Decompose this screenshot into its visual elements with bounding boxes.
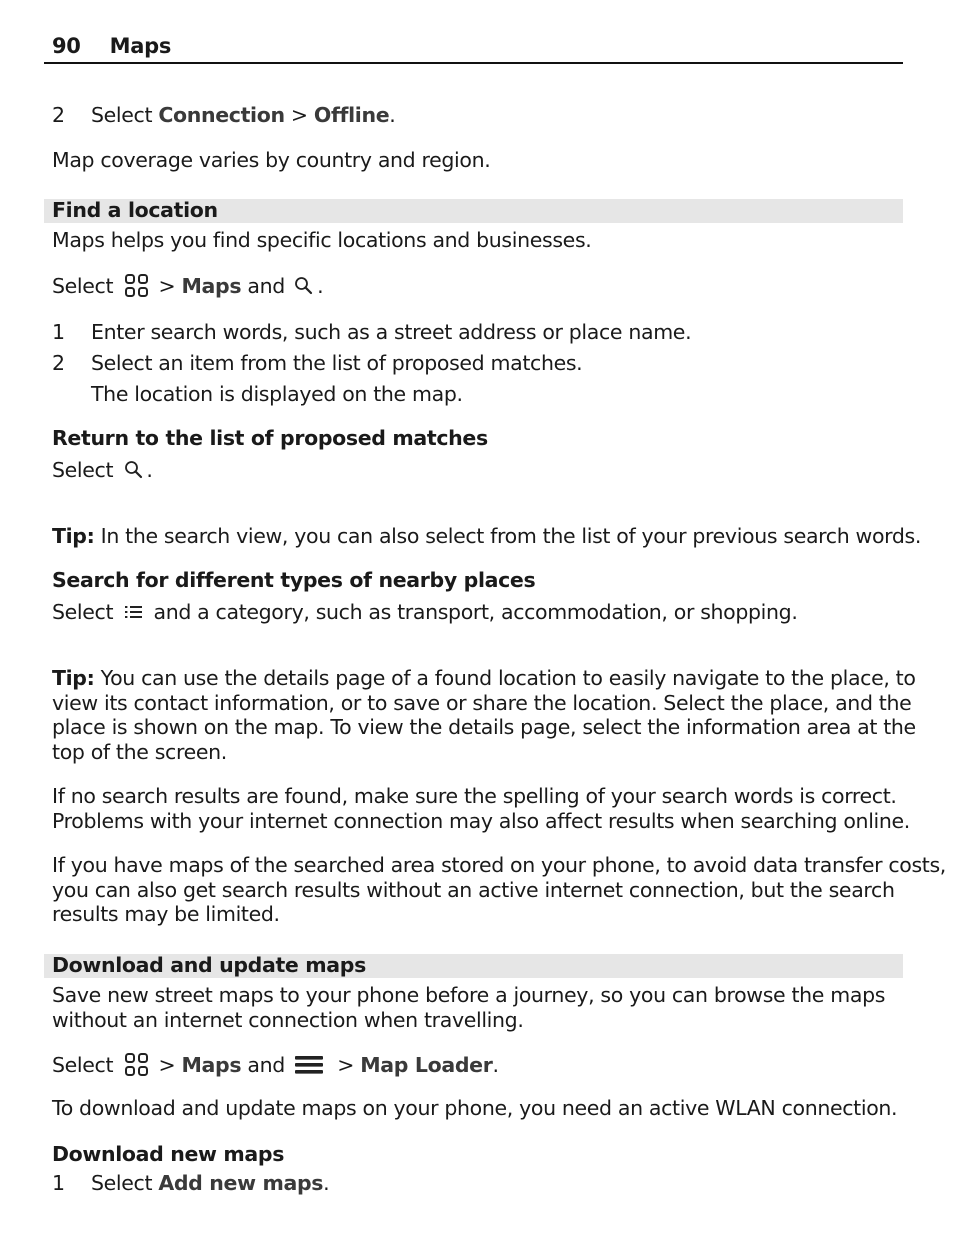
tip-previous-searches [52,524,921,549]
maps-link: Maps [181,274,242,298]
download-intro [52,983,885,1032]
step-connection-offline [91,103,395,128]
step-number: 2 [52,103,65,127]
select-word: Select [91,103,153,127]
offline-maps-paragraph [52,853,946,927]
connection-link: Connection [158,103,285,127]
punct: . [389,103,396,127]
select-word: Select [52,274,114,298]
map-loader-link: Map Loader [360,1053,493,1077]
no-results-paragraph [52,784,910,833]
tip-label: Tip: [52,666,95,690]
punct: . [317,274,324,298]
paragraph-line: If you have maps of the searched area stored on your phone, to avoid data transfer costs, [52,853,946,877]
tip-line: top of the screen. [52,739,227,764]
heading-text: Download and update maps [52,953,366,977]
paragraph-line: results may be limited. [52,902,280,926]
subheading-return: Return to the list of proposed matches [52,426,488,450]
tip-text: In the search view, you can also select from the list of your previous search words. [94,524,922,548]
step-enter-search: Enter search words, such as a street address or place name. [91,320,692,344]
select-word: Select [52,458,114,482]
magnifier-icon [293,275,315,297]
tip-line: view its contact information, or to save or share the location. Select the place, and the [52,690,912,715]
step-number: 2 [52,351,65,375]
and-word: and [241,1053,292,1077]
select-map-loader-line [52,1052,499,1078]
nearby-select-line [52,600,798,625]
paragraph-line: Save new street maps to your phone before a journey, so you can browse the maps [52,983,886,1007]
section-heading-download [44,954,903,978]
section-heading-find-location [44,199,903,223]
step-number: 1 [52,320,65,344]
subheading-nearby: Search for different types of nearby places [52,568,536,592]
step-number: 1 [52,1171,65,1195]
heading-text: Find a location [52,198,218,222]
separator: > [152,1053,182,1077]
punct: . [146,458,153,482]
subheading-download-new: Download new maps [52,1142,285,1166]
step-result: The location is displayed on the map. [91,382,463,406]
nearby-text: and a category, such as transport, accommodation, or shopping. [147,600,798,624]
separator: > [284,103,314,127]
hamburger-menu-icon [293,1054,325,1076]
and-word: and [241,274,292,298]
select-word: Select [91,1171,153,1195]
tip-line: place is shown on the map. To view the details page, select the information area at the [52,715,916,739]
apps-grid-icon [123,273,151,299]
paragraph-line: Problems with your internet connection may also affect results when searching online. [52,808,910,833]
select-word: Select [52,600,114,624]
punct: . [492,1053,499,1077]
apps-grid-icon [123,1052,151,1078]
add-new-maps-link: Add new maps [158,1171,324,1195]
tip-details-page [52,666,916,764]
tip-label: Tip: [52,524,95,548]
header-rule [44,62,903,64]
separator: > [331,1053,361,1077]
page-number: 90 [52,34,81,58]
coverage-note: Map coverage varies by country and region. [52,148,491,172]
offline-link: Offline [313,103,390,127]
paragraph-line: without an internet connection when travelling. [52,1007,524,1032]
maps-link: Maps [181,1053,242,1077]
find-intro: Maps helps you find specific locations and businesses. [52,228,592,252]
section-name: Maps [109,34,172,58]
return-select-line [52,458,153,483]
wlan-note: To download and update maps on your phone, you need an active WLAN connection. [52,1096,898,1120]
running-header [52,34,171,58]
step-add-new-maps [91,1171,329,1196]
magnifier-icon [123,459,145,481]
select-maps-search-line [52,273,323,299]
tip-line: You can use the details page of a found location to easily navigate to the place, to [94,666,916,690]
step-select-item: Select an item from the list of proposed matches. [91,351,583,375]
select-word: Select [52,1053,114,1077]
paragraph-line: you can also get search results without an active internet connection, but the search [52,877,895,902]
punct: . [323,1171,330,1195]
paragraph-line: If no search results are found, make sure the spelling of your search words is correct. [52,784,897,808]
separator: > [152,274,182,298]
category-list-icon [123,602,145,622]
